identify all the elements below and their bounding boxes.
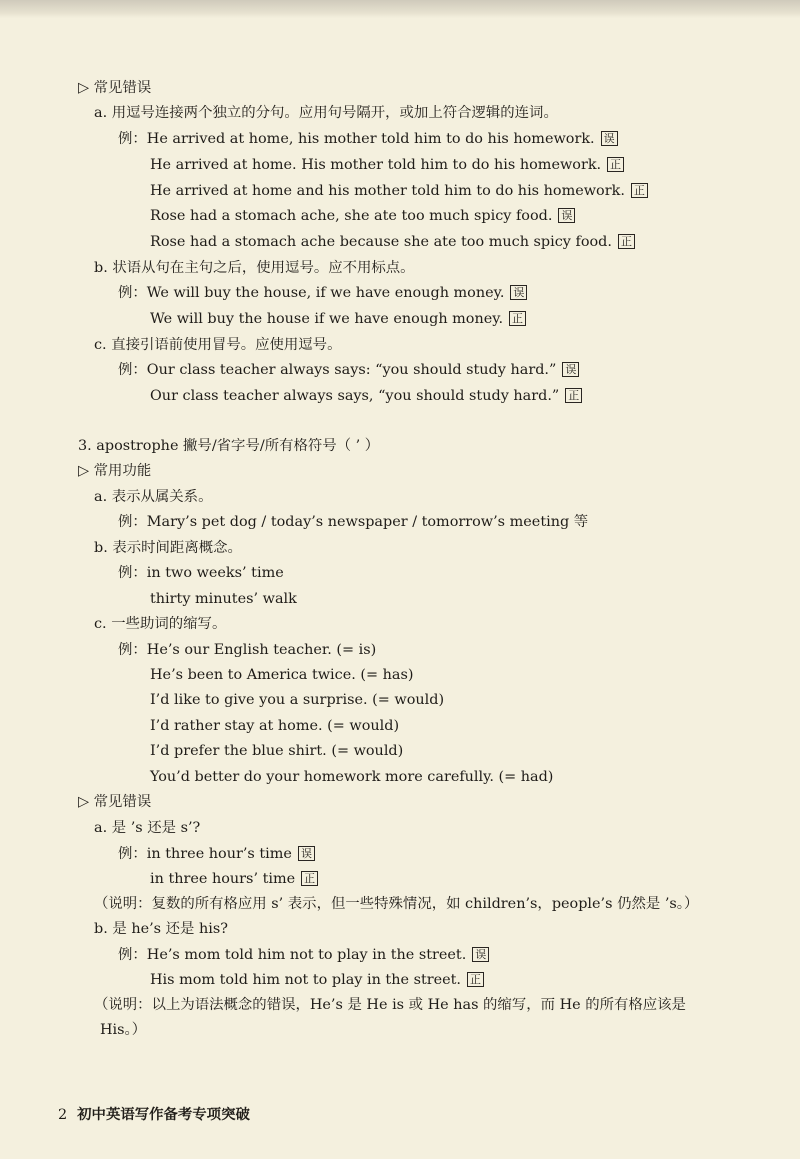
function-a-title: a. 表示从属关系。 xyxy=(94,489,213,505)
correct-mark: 正 xyxy=(301,871,318,886)
example-line: in three hours’ time 正 xyxy=(150,869,318,889)
error-b-title: b. 状语从句在主句之后，使用逗号。应不用标点。 xyxy=(94,260,415,276)
correct-mark: 正 xyxy=(618,234,635,249)
common-functions-heading: ▷ 常用功能 xyxy=(78,463,152,479)
example-line: 例：We will buy the house, if we have enough money. 误 xyxy=(118,283,527,303)
example-line: I’d prefer the blue shirt. (= would) xyxy=(150,743,404,759)
example-line: You’d better do your homework more carefully. (= had) xyxy=(150,769,554,785)
example-line: He’s been to America twice. (= has) xyxy=(150,667,414,683)
example-line: I’d like to give you a surprise. (= would) xyxy=(150,692,445,708)
example-line: We will buy the house if we have enough money. 正 xyxy=(150,309,526,329)
wrong-mark: 误 xyxy=(601,131,618,146)
wrong-mark: 误 xyxy=(558,208,575,223)
correct-mark: 正 xyxy=(631,183,648,198)
apostrophe-heading: 3. apostrophe 撇号/省字号/所有格符号（ ’ ） xyxy=(78,438,380,454)
bleed-through-text xyxy=(220,68,250,105)
error2-b-title: b. 是 he’s 还是 his? xyxy=(94,921,228,937)
explanation-note: （说明：复数的所有格应用 s’ 表示，但一些特殊情况，如 children’s，people’s 仍然是 ’s。） xyxy=(94,896,699,912)
example-line: 例：He’s mom told him not to play in the street. 误 xyxy=(118,945,489,965)
example-line: He arrived at home. His mother told him to do his homework. 正 xyxy=(150,155,624,175)
correct-mark: 正 xyxy=(509,311,526,326)
correct-mark: 正 xyxy=(467,972,484,987)
error2-a-title: a. 是 ’s 还是 s’? xyxy=(94,820,201,836)
correct-mark: 正 xyxy=(607,157,624,172)
example-line: Rose had a stomach ache because she ate too much spicy food. 正 xyxy=(150,232,635,252)
page-top-shadow xyxy=(0,0,800,18)
page-number: 2 xyxy=(58,1107,68,1123)
page-footer xyxy=(58,1103,250,1124)
example-line: Our class teacher always says, “you should study hard.” 正 xyxy=(150,386,582,406)
example-line: 例：Our class teacher always says: “you should study hard.” 误 xyxy=(118,360,579,380)
wrong-mark: 误 xyxy=(510,285,527,300)
wrong-mark: 误 xyxy=(562,362,579,377)
example-line: 例：in three hour’s time 误 xyxy=(118,844,315,864)
wrong-mark: 误 xyxy=(298,846,315,861)
book-title: 初中英语写作备考专项突破 xyxy=(77,1107,250,1123)
common-errors-heading-2: ▷ 常见错误 xyxy=(78,794,152,810)
explanation-note: （说明：以上为语法概念的错误，He’s 是 He is 或 He has 的缩写，而 He 的所有格应该是 xyxy=(94,997,686,1013)
error-c-title: c. 直接引语前使用冒号。应使用逗号。 xyxy=(94,337,342,353)
example-line: His mom told him not to play in the street. 正 xyxy=(150,970,484,990)
function-c-title: c. 一些助词的缩写。 xyxy=(94,616,227,632)
wrong-mark: 误 xyxy=(472,947,489,962)
example-line: 例：Mary’s pet dog / today’s newspaper / tomorrow’s meeting 等 xyxy=(118,514,589,530)
example-line: I’d rather stay at home. (= would) xyxy=(150,718,400,734)
example-line: He arrived at home and his mother told him to do his homework. 正 xyxy=(150,181,648,201)
common-errors-heading: ▷ 常见错误 xyxy=(78,80,152,96)
error-a-title: a. 用逗号连接两个独立的分句。应用句号隔开，或加上符合逻辑的连词。 xyxy=(94,105,558,121)
example-line: Rose had a stomach ache, she ate too much spicy food. 误 xyxy=(150,206,575,226)
example-line: 例：He arrived at home, his mother told him to do his homework. 误 xyxy=(118,129,618,149)
explanation-note-cont: His。） xyxy=(100,1022,147,1038)
correct-mark: 正 xyxy=(565,388,582,403)
function-b-title: b. 表示时间距离概念。 xyxy=(94,540,242,556)
example-line: thirty minutes’ walk xyxy=(150,591,297,607)
example-line: 例：in two weeks’ time xyxy=(118,565,284,581)
example-line: 例：He’s our English teacher. (= is) xyxy=(118,642,377,658)
